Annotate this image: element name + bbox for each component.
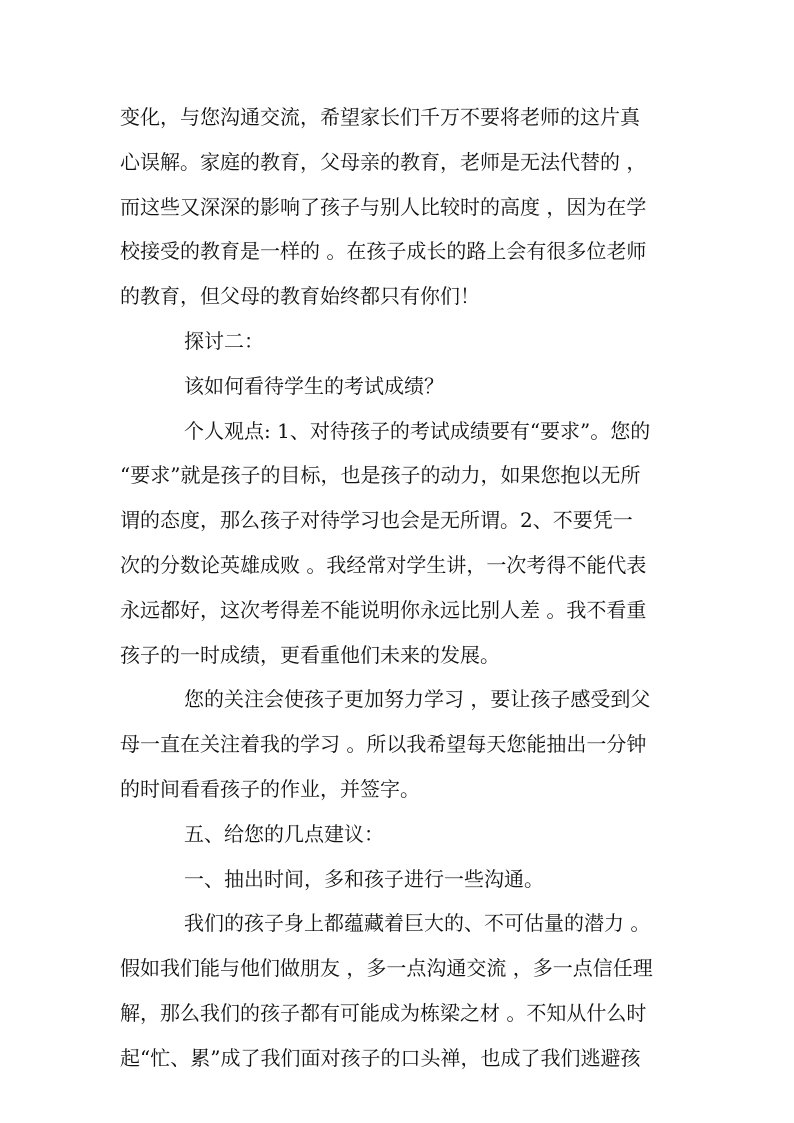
text-line: “要求”就是孩子的目标，也是孩子的动力，如果您抱以无所 (120, 463, 641, 488)
text-line: 谓的态度，那么孩子对待学习也会是无所谓。2、不要凭一 (120, 508, 633, 533)
text-line: 我们的孩子身上都蕴藏着巨大的、不可估量的潜力 。 (184, 911, 651, 936)
subheading: 一、抽出时间，多和孩子进行一些沟通。 (184, 866, 544, 891)
text-line: 而这些又深深的影响了孩子与别人比较时的高度 ，因为在学 (120, 194, 647, 219)
section-heading: 探讨二： (184, 328, 264, 353)
text-line: 永远都好，这次考得差不能说明你永远比别人差 。我不看重 (120, 597, 647, 622)
text-line: 个人观点: 1、对待孩子的考试成绩要有“要求”。您的 (184, 418, 651, 443)
text-line: 孩子的一时成绩，更看重他们未来的发展。 (120, 642, 500, 667)
text-line: 心误解。家庭的教育，父母亲的教育，老师是无法代替的 ， (120, 149, 647, 174)
text-line: 您的关注会使孩子更加努力学习 ，要让孩子感受到父 (184, 687, 651, 712)
text-line: 校接受的教育是一样的 。在孩子成长的路上会有很多位老师 (120, 239, 647, 264)
text-line: 母一直在关注着我的学习 。所以我希望每天您能抽出一分钟 (120, 732, 647, 757)
text-line: 假如我们能与他们做朋友 ，多一点沟通交流 ，多一点信任理 (120, 956, 653, 981)
text-line: 次的分数论英雄成败 。我经常对学生讲，一次考得不能代表 (120, 552, 647, 577)
question-line: 该如何看待学生的考试成绩？ (184, 373, 444, 398)
text-line: 的时间看看孩子的作业，并签字。 (120, 776, 420, 801)
text-line: 变化，与您沟通交流，希望家长们千万不要将老师的这片真 (120, 105, 640, 129)
section-heading: 五、给您的几点建议： (184, 821, 384, 846)
document-body (120, 95, 680, 1081)
text-line: 起“忙、累”成了我们面对孩子的口头禅，也成了我们逃避孩 (120, 1045, 641, 1070)
text-line: 的教育，但父母的教育始终都只有你们！ (120, 284, 480, 309)
text-line: 解，那么我们的孩子都有可能成为栋梁之材 。不知从什么时 (120, 1000, 647, 1025)
